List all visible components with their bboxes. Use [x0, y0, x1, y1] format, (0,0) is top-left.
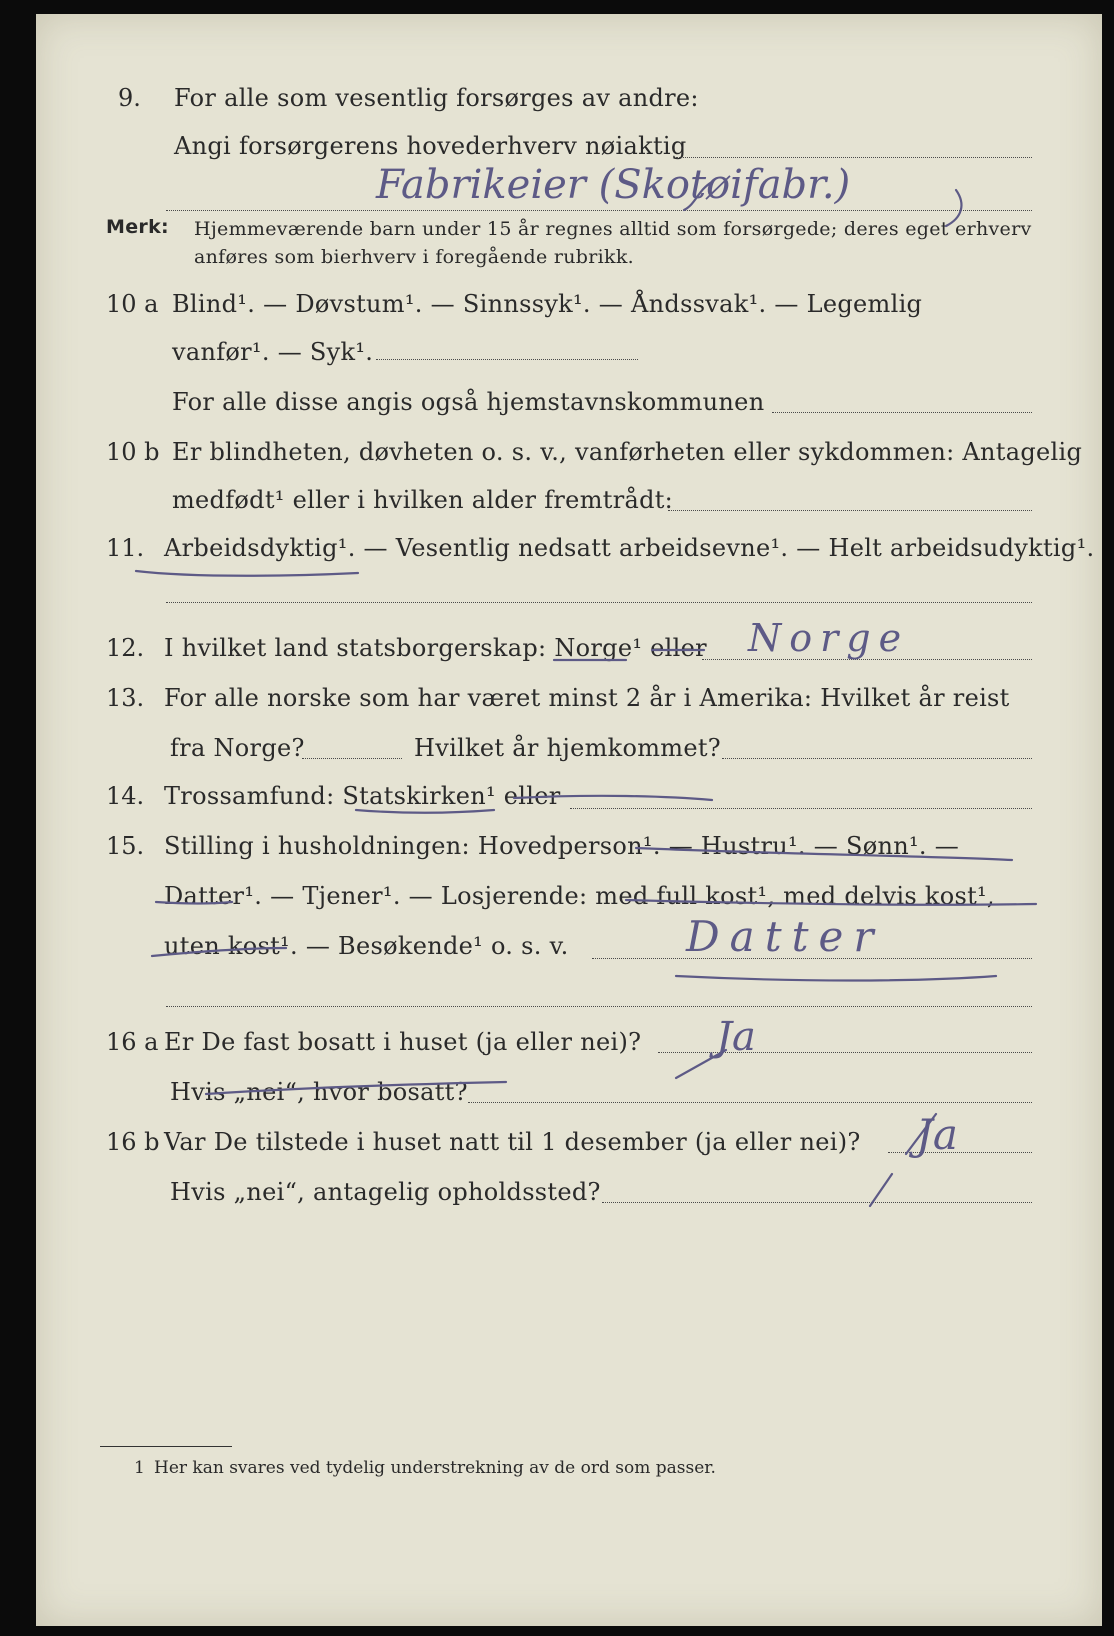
- census-form-page: [36, 14, 1102, 1626]
- q10b-text: Er blindheten, døvheten o. s. v., vanførheten eller sykdommen: Antagelig: [172, 438, 1083, 466]
- q15-underline-datter: [156, 902, 232, 904]
- q9-number: 9.: [118, 84, 141, 112]
- q9-bracket-mark-close: [946, 190, 961, 226]
- q13-text: For alle norske som har været minst 2 år i Amerika: Hvilket år reist: [164, 684, 1010, 712]
- q16a-text-line2: Hvis „nei“, hvor bosatt?: [170, 1078, 468, 1106]
- q16b-number: 16 b: [106, 1128, 160, 1156]
- q14-strike: [514, 796, 712, 800]
- q16a-number: 16 a: [106, 1028, 159, 1056]
- q15-text-line3: uten kost¹. — Besøkende¹ o. s. v.: [164, 932, 569, 960]
- merk-label: Merk:: [106, 216, 169, 238]
- q14-underline: [356, 810, 494, 813]
- q10a-text: Blind¹. — Døvstum¹. — Sinnssyk¹. — Åndssvak¹. — Legemlig: [172, 290, 923, 318]
- q10a-text-line3: For alle disse angis også hjemstavnskommunen: [172, 388, 765, 416]
- q9-text-line2: Angi forsørgerens hovederhverv nøiaktig: [174, 132, 687, 160]
- q11-underline: [136, 571, 358, 576]
- q10a-number: 10 a: [106, 290, 159, 318]
- q15-handwritten-answer: Datter: [686, 912, 884, 961]
- q9-text: For alle som vesentlig forsørges av andre:: [174, 84, 699, 112]
- q11-number: 11.: [106, 534, 145, 562]
- q16b-check: [906, 1114, 936, 1154]
- merk-text: Hjemmeværende barn under 15 år regnes alltid som forsørgede; deres eget erhverv: [194, 218, 1032, 240]
- q13-number: 13.: [106, 684, 145, 712]
- q14-text: Trossamfund: Statskirken¹ eller: [164, 782, 561, 810]
- q11-text: Arbeidsdyktig¹. — Vesentlig nedsatt arbeidsevne¹. — Helt arbeidsudyktig¹.: [164, 534, 1095, 562]
- q16a-check: [676, 1050, 726, 1078]
- q13-text-line2a: fra Norge?: [170, 734, 305, 762]
- q12-handwritten-answer: Norge: [748, 616, 910, 660]
- q10a-text-line2: vanfør¹. — Syk¹.: [172, 338, 374, 366]
- q15-number: 15.: [106, 832, 145, 860]
- q9-bracket-mark: [684, 182, 712, 210]
- q13-text-line2b: Hvilket år hjemkommet?: [414, 734, 721, 762]
- q15-strike-line3: [152, 948, 286, 956]
- q15-text: Stilling i husholdningen: Hovedperson¹. — Hustru¹. — Sønn¹. —: [164, 832, 960, 860]
- q15-answer-underline: [676, 976, 996, 981]
- q16b-handwritten-answer: Ja: [916, 1110, 958, 1159]
- q9-handwritten-answer: Fabrikeier (Skotøifabr.): [376, 162, 851, 208]
- q16b-text-line2: Hvis „nei“, antagelig opholdssted?: [170, 1178, 601, 1206]
- q15-text-line2: Datter¹. — Tjener¹. — Losjerende: med full kost¹, med delvis kost¹,: [164, 882, 995, 910]
- merk-text-line2: anføres som bierhverv i foregående rubrikk.: [194, 246, 634, 268]
- q16a-handwritten-answer: Ja: [716, 1014, 756, 1060]
- footnote-text: Her kan svares ved tydelig understrekning av de ord som passer.: [154, 1458, 716, 1478]
- q15-strike-line1: [636, 848, 1012, 860]
- q12-text: I hvilket land statsborgerskap: Norge¹ eller: [164, 634, 707, 662]
- q16b-slash: [870, 1174, 892, 1206]
- q16b-text: Var De tilstede i huset natt til 1 desember (ja eller nei)?: [164, 1128, 861, 1156]
- q14-number: 14.: [106, 782, 145, 810]
- q10b-number: 10 b: [106, 438, 160, 466]
- q16a-text: Er De fast bosatt i huset (ja eller nei)?: [164, 1028, 642, 1056]
- q15-strike-line2: [626, 900, 1036, 905]
- q12-number: 12.: [106, 634, 145, 662]
- footnote-marker: 1: [134, 1458, 145, 1478]
- pen-marks: [36, 14, 1102, 1626]
- q10b-text-line2: medfødt¹ eller i hvilken alder fremtrådt:: [172, 486, 674, 514]
- q16a-strike: [206, 1082, 506, 1094]
